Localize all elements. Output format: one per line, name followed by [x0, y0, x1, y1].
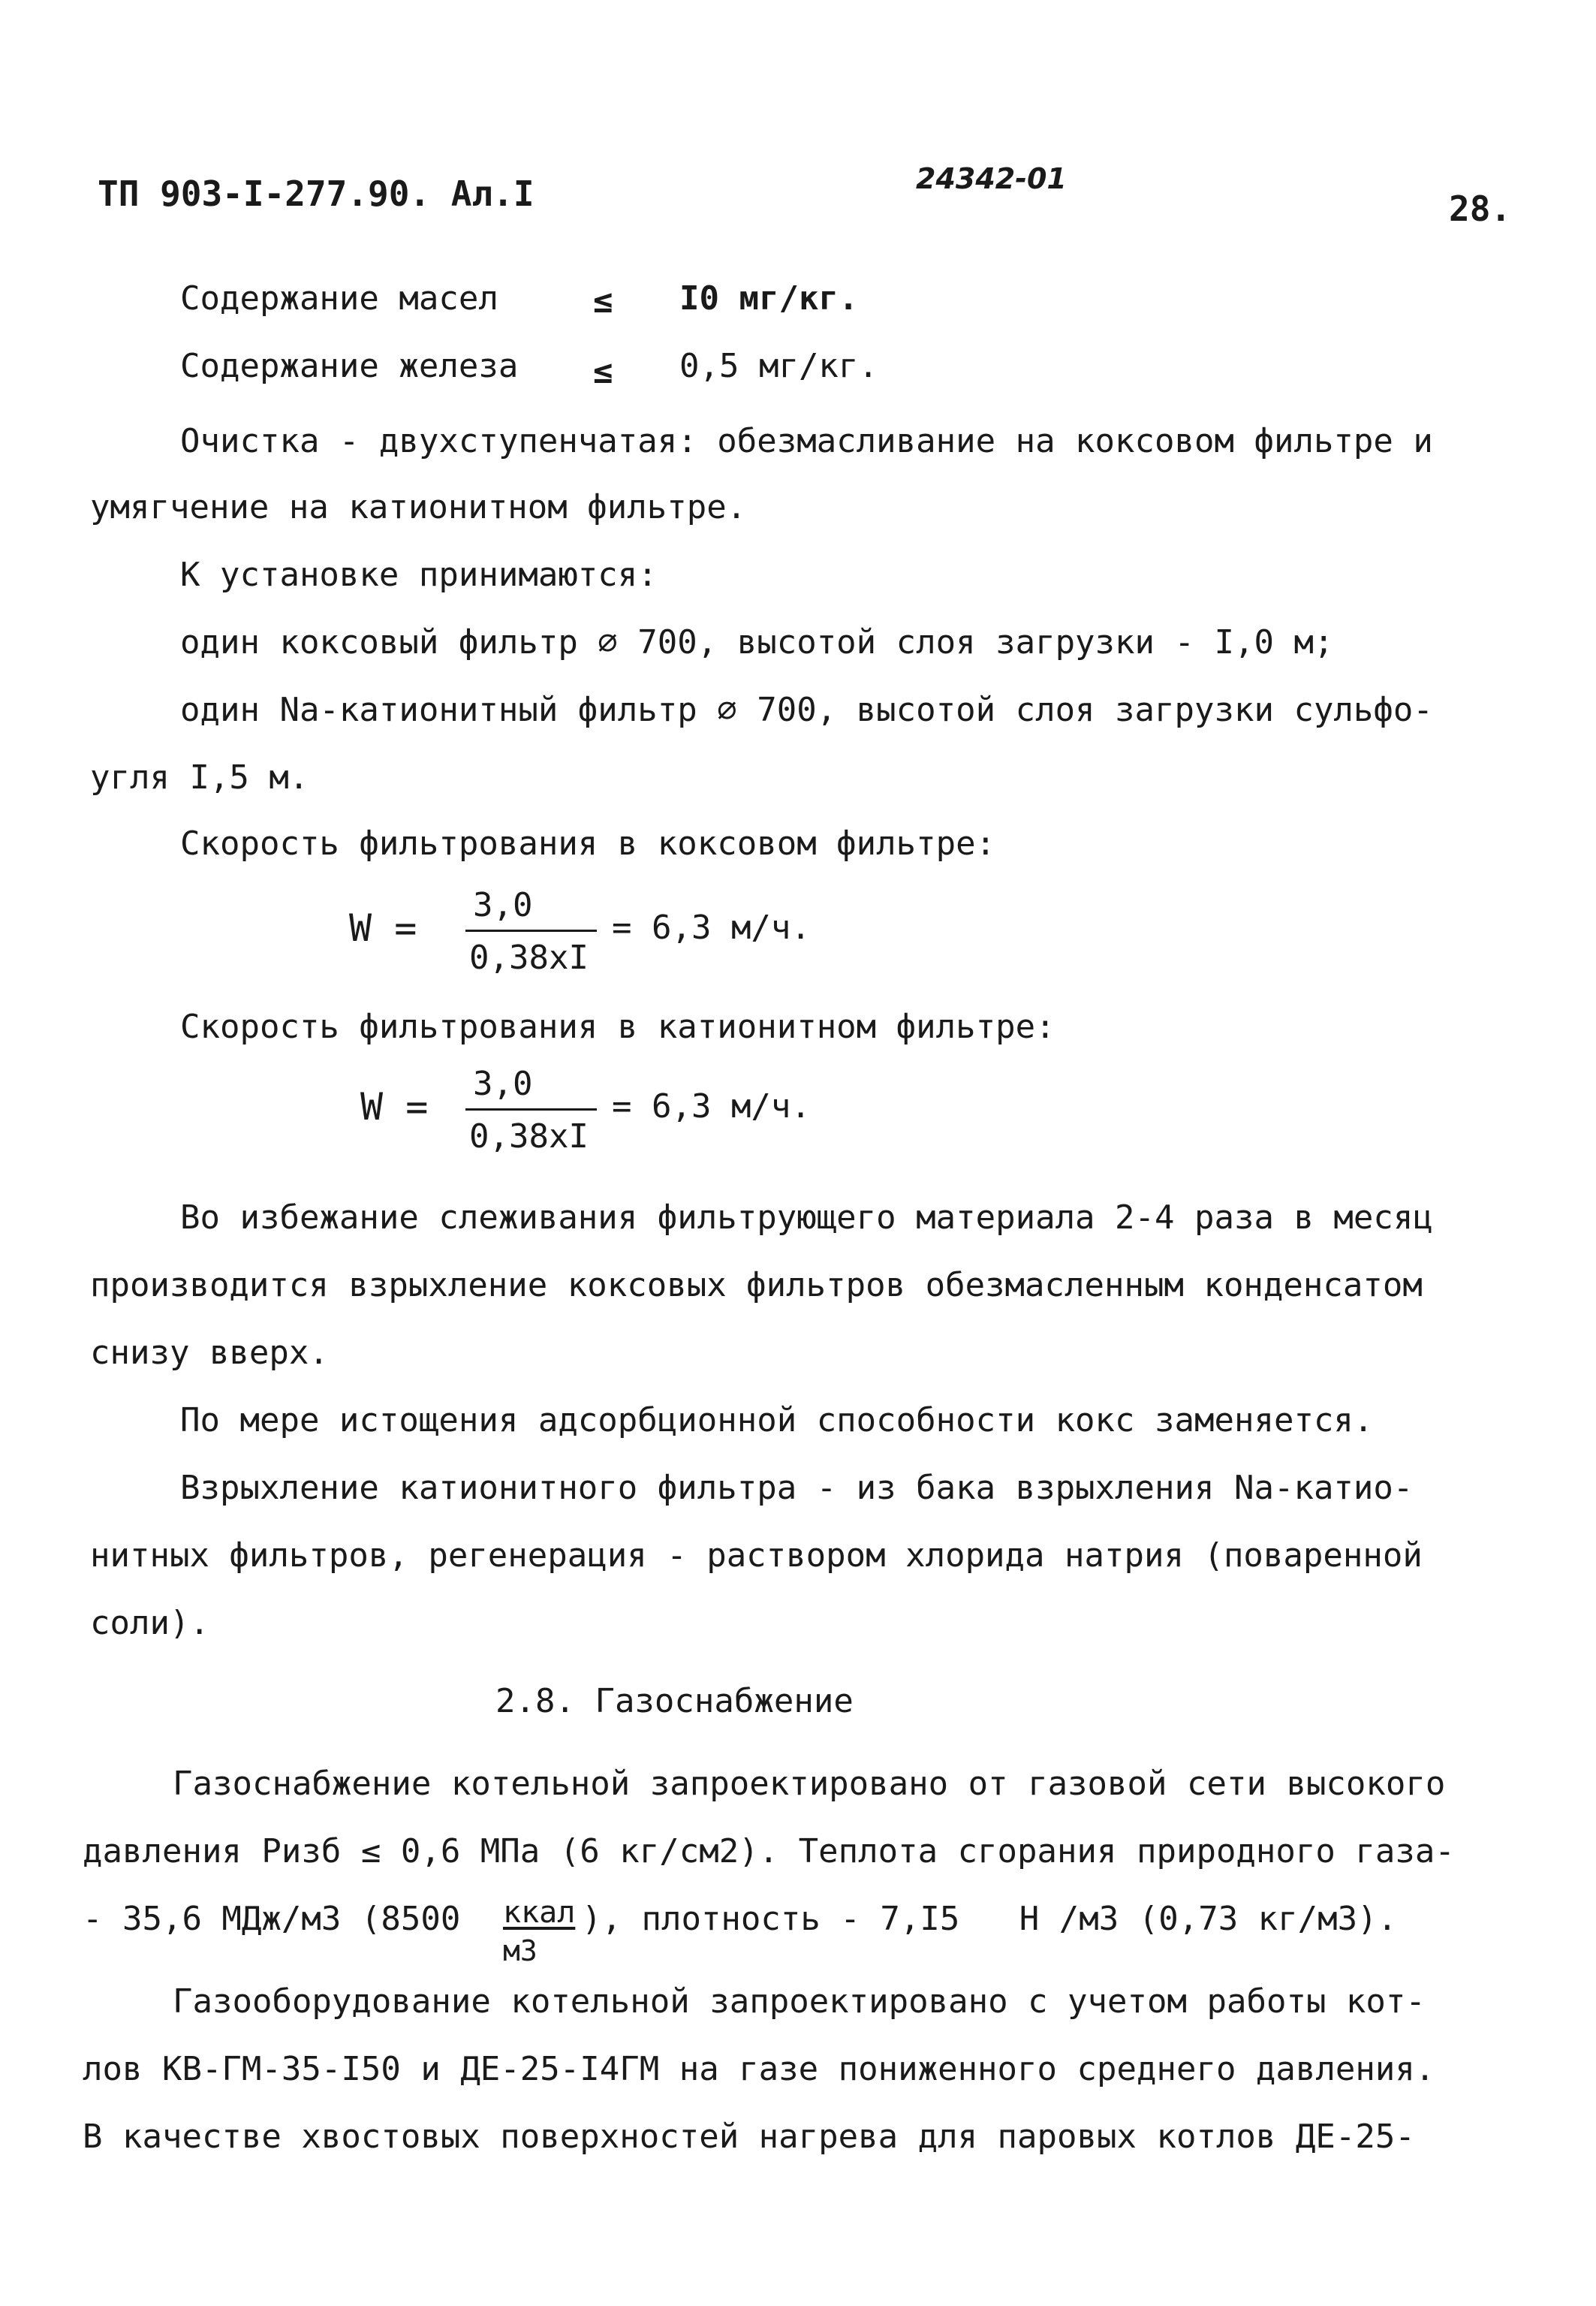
- oil-content-label: Содержание масел: [180, 279, 498, 318]
- page-number: 28.: [1449, 188, 1512, 229]
- paragraph-line: лов КВ-ГМ-35-I50 и ДЕ-25-I4ГМ на газе пониженного среднего давления.: [83, 2050, 1435, 2088]
- formula-rhs: = 6,3 м/ч.: [612, 909, 811, 947]
- paragraph-line: Во избежание слеживания фильтрующего материала 2-4 раза в месяц: [180, 1198, 1433, 1237]
- formula-denominator: 0,38xI: [469, 939, 589, 977]
- iron-content-sign: ≤: [593, 353, 613, 391]
- paragraph-line: Очистка - двухступенчатая: обезмасливание на коксовом фильтре и: [180, 422, 1433, 460]
- handwritten-archive-number: 24342-01: [916, 162, 1067, 195]
- paragraph-line: соли).: [90, 1604, 209, 1642]
- paragraph-line: Газооборудование котельной запроектировано с учетом работы кот-: [173, 1982, 1426, 2021]
- iron-content-value: 0,5 мг/кг.: [679, 347, 878, 385]
- formula-fraction-bar: [465, 1108, 597, 1111]
- unit-fraction-denominator: м3: [503, 1934, 538, 1967]
- paragraph-line: По мере истощения адсорбционной способности кокс заменяется.: [180, 1401, 1374, 1439]
- formula-numerator: 3,0: [473, 886, 533, 924]
- formula-denominator: 0,38xI: [469, 1117, 589, 1156]
- formula-numerator: 3,0: [473, 1065, 533, 1103]
- paragraph-line: Взрыхление катионитного фильтра - из бака взрыхления Na-катио-: [180, 1469, 1414, 1507]
- oil-content-value: I0 мг/кг.: [679, 279, 859, 318]
- document-code: ТП 903-I-277.90. Ал.I: [98, 173, 535, 214]
- paragraph-line: производится взрыхление коксовых фильтров обезмасленным конденсатом: [90, 1266, 1423, 1304]
- oil-content-sign: ≤: [593, 282, 613, 321]
- formula-rhs: = 6,3 м/ч.: [612, 1087, 811, 1126]
- section-heading: 2.8. Газоснабжение: [495, 1682, 854, 1720]
- paragraph-line: ), плотность - 7,I5 Н /м3 (0,73 кг/м3).: [582, 1900, 1398, 1938]
- paragraph-line: умягчение на катионитном фильтре.: [90, 488, 747, 526]
- paragraph-line: угля I,5 м.: [90, 758, 309, 797]
- paragraph-line: - 35,6 МДж/м3 (8500: [83, 1900, 461, 1938]
- formula-lhs: W =: [349, 906, 417, 950]
- formula-fraction-bar: [465, 930, 597, 932]
- paragraph-line: один коксовый фильтр ∅ 700, высотой слоя загрузки - I,0 м;: [180, 623, 1334, 662]
- formula-title: Скорость фильтрования в коксовом фильтре:: [180, 824, 996, 863]
- paragraph-line: снизу вверх.: [90, 1334, 329, 1372]
- formula-lhs: W =: [360, 1085, 429, 1129]
- iron-content-label: Содержание железа: [180, 347, 519, 385]
- unit-fraction-numerator: ккал: [503, 1895, 576, 1930]
- paragraph-line: Газоснабжение котельной запроектировано от газовой сети высокого: [173, 1765, 1446, 1803]
- paragraph-line: В качестве хвостовых поверхностей нагрева для паровых котлов ДЕ-25-: [83, 2118, 1415, 2156]
- paragraph-line: нитных фильтров, регенерация - раствором хлорида натрия (поваренной: [90, 1536, 1423, 1575]
- formula-title: Скорость фильтрования в катионитном фильтре:: [180, 1008, 1055, 1046]
- paragraph-line: давления Ризб ≤ 0,6 МПа (6 кг/см2). Теплота сгорания природного газа-: [83, 1832, 1455, 1870]
- paragraph-line: один Na-катионитный фильтр ∅ 700, высотой слоя загрузки сульфо-: [180, 691, 1433, 729]
- paragraph-line: К установке принимаются:: [180, 556, 658, 594]
